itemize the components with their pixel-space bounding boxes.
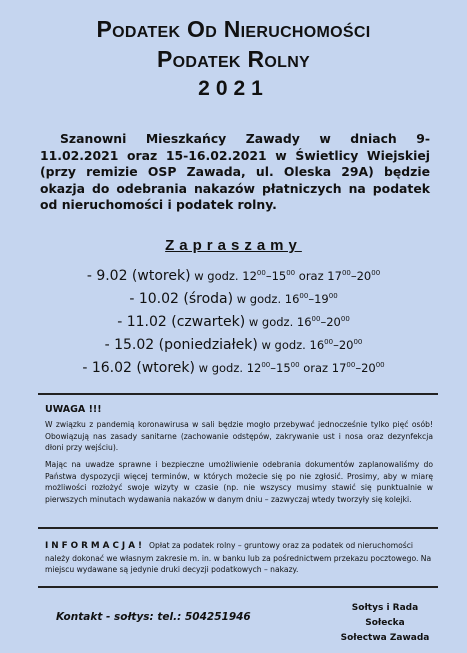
time-minutes: 00 xyxy=(299,292,309,300)
divider-top xyxy=(38,393,438,395)
signature-block xyxy=(335,601,435,646)
schedule-day: - 10.02 (środa) xyxy=(129,291,234,307)
divider-middle xyxy=(38,527,438,529)
schedule-day: - 11.02 (czwartek) xyxy=(117,314,246,330)
time-hour: 19 xyxy=(314,292,329,306)
intro-paragraph: Szanowni Mieszkańcy Zawady w dniach 9-11.02.2021 oraz 15-16.02.2021 w Świetlicy Wiejskiej (przy remizie OSP Zawada, ul. Oleska 29A) będzie okazja do odebrania nakazów płatniczych na podatek od nieruchomości i podatek rolny. xyxy=(40,131,430,212)
time-minutes: 00 xyxy=(340,315,350,323)
schedule-row: - 11.02 (czwartek) w godz. $16^{00}-20^{00}$ xyxy=(117,314,350,330)
title-block xyxy=(0,14,467,104)
time-minutes: 00 xyxy=(346,361,356,369)
info-title: INFORMACJA! xyxy=(45,541,146,551)
time-hour: 20 xyxy=(356,269,372,283)
signature-line-1: Sołtys i Rada Sołecka xyxy=(351,603,419,628)
schedule-row: - 15.02 (poniedziałek) w godz. $16^{00}-20^{00}$ xyxy=(104,337,363,353)
time-minutes: 00 xyxy=(261,361,271,369)
title-line-1: Podatek Od Nieruchomości xyxy=(96,16,371,42)
schedule-row: - 9.02 (wtorek) w godz. $12^{00}-15^{00}$ oraz $17^{00}-20^{00}$ xyxy=(86,268,381,284)
time-hour: 20 xyxy=(361,361,376,375)
time-hour: 16 xyxy=(296,315,312,329)
time-hour: 17 xyxy=(327,269,342,283)
schedule-list xyxy=(0,262,467,377)
signature-line-2: Sołectwa Zawada xyxy=(340,633,430,643)
schedule-row: - 16.02 (wtorek) w godz. $12^{00}-15^{00}$ oraz $17^{00}-20^{00}$ xyxy=(82,360,385,376)
info-body: Opłat za podatek rolny – gruntowy oraz za podatek od nieruchomości należy dokonać we własnym zakresie m. in. w banku lub za pośrednictwem przekazu pocztowego. Na miejscu wydawane są jedynie druki decyzji podatkowych – nakazy. xyxy=(45,541,432,575)
time-hour: 16 xyxy=(284,292,300,306)
warning-paragraph-1: W związku z pandemią koronawirusa w sali będzie mogło przebywać jednocześnie tylko pięć osób! Obowiązują nas zasady sanitarne (zachowanie odstępów, zakrywanie ust i nosa oraz dezynfekcja dłoni przy wejściu). xyxy=(45,420,433,453)
schedule-connector: oraz xyxy=(299,361,332,375)
schedule-prefix: w godz. xyxy=(257,338,310,352)
time-minutes: 00 xyxy=(375,361,385,369)
title-year: 2021 xyxy=(198,77,269,100)
invite-heading: Zapraszamy xyxy=(165,237,302,254)
time-hour: 20 xyxy=(338,338,354,352)
schedule-prefix: w godz. xyxy=(190,269,243,283)
time-hour: 15 xyxy=(271,269,287,283)
schedule-prefix: w godz. xyxy=(195,361,247,375)
time-minutes: 00 xyxy=(353,338,363,346)
time-minutes: 00 xyxy=(371,269,381,277)
time-minutes: 00 xyxy=(328,292,338,300)
time-hour: 12 xyxy=(242,269,257,283)
time-minutes: 00 xyxy=(256,269,266,277)
contact-line: Kontakt - sołtys: tel.: 504251946 xyxy=(56,611,251,623)
time-minutes: 00 xyxy=(286,269,296,277)
warning-paragraph-2: Mając na uwadze sprawne i bezpieczne umożliwienie odebrania dokumentów zaplanowaliśmy do Państwa dyspozycji więcej terminów, w których możecie się po nie zgłosić. Prosimy, aby w miarę możliwości rozłożyć swoje wizyty w czasie (np. nie wszyscy musimy stawić się punktualnie w pierwszych minutach wydawania nakazów w danym dniu – zazwyczaj wtedy tworzyły się kolejki. xyxy=(45,460,433,504)
schedule-day: - 9.02 (wtorek) xyxy=(86,268,191,284)
schedule-day: - 15.02 (poniedziałek) xyxy=(104,337,258,353)
schedule-row: - 10.02 (środa) w godz. $16^{00}-19^{00}$ xyxy=(129,291,338,307)
time-hour: 16 xyxy=(309,338,325,352)
time-hour: 12 xyxy=(246,361,262,375)
time-minutes: 00 xyxy=(341,269,351,277)
schedule-connector: oraz xyxy=(295,269,328,283)
schedule-prefix: w godz. xyxy=(245,315,297,329)
warning-title: UWAGA !!! xyxy=(45,404,102,415)
time-minutes: 00 xyxy=(324,338,334,346)
schedule-prefix: w godz. xyxy=(233,292,285,306)
divider-bottom xyxy=(38,586,438,588)
time-minutes: 00 xyxy=(311,315,321,323)
info-block xyxy=(45,540,433,576)
time-hour: 15 xyxy=(276,361,291,375)
time-minutes: 00 xyxy=(290,361,300,369)
title-line-2: Podatek Rolny xyxy=(156,46,311,72)
time-hour: 17 xyxy=(331,361,347,375)
time-hour: 20 xyxy=(326,315,341,329)
schedule-day: - 16.02 (wtorek) xyxy=(82,360,195,376)
